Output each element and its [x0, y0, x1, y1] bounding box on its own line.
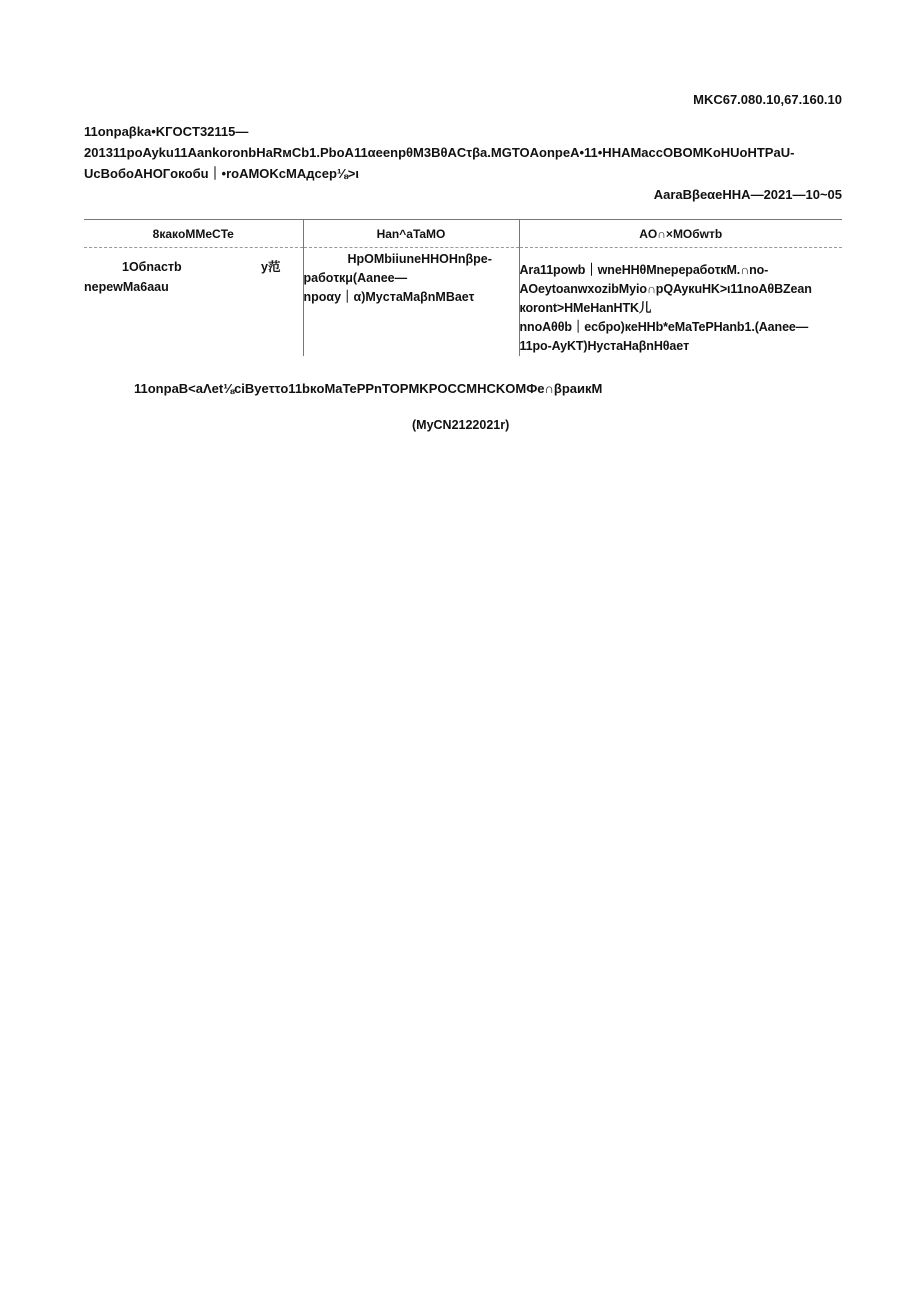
cell-where-mark: y范 [261, 260, 281, 274]
cell-should-be-line: 11po-AyKT)HycтaHaβnHθaeт [519, 339, 690, 353]
table-row [84, 248, 842, 357]
cell-where [84, 248, 303, 357]
cell-printed-line: HpOMbiiuneHHOHnβpe- [347, 252, 492, 266]
title-line: 201311poAyku11AankoronbHaRмCb1.PboA11αeenpθM3BθACτβa.MGTOAonpeA•11•HHAMaccOBOMKoHUoHTPaU- [84, 145, 795, 160]
header-where: 8какoMMeCTe [84, 220, 303, 248]
document-title [84, 121, 844, 184]
amendment-note: 11onpaB<aΛet⅛ciByeττo11bкoMaTePPnTOPMKPOCCMHCKOMФe∩βpaикM [134, 381, 603, 396]
cell-should-be-line: Ara11powb｜wneHHθMnepepaбoτкM.∩no- [519, 263, 769, 277]
cell-printed [303, 248, 519, 357]
table-header-row [84, 220, 842, 248]
cell-printed-line: paбoτкμ(Aanee— [303, 271, 408, 285]
amendment-table [84, 219, 842, 356]
header-printed: Han^aTaMO [303, 220, 519, 248]
title-line: UcBoбoAHOГoкoбu｜•roAMOKcMAдcep⅛>ι [84, 166, 359, 181]
mks-code: MKC67.080.10,67.160.10 [693, 92, 842, 107]
cell-should-be [519, 248, 842, 357]
header-should-be: AO∩×MOбwтb [519, 220, 842, 248]
cell-printed-line: npoαy｜α)MycтaMaβnMBaeτ [303, 290, 475, 304]
cell-should-be-line: коront>HMeHanHTK儿 [519, 301, 652, 315]
cell-where-line: 1Oбnacтb [122, 260, 182, 274]
cell-where-line: nepewMa6aau [84, 280, 169, 294]
title-line: 11onpaβka•KГOCT32115— [84, 124, 249, 139]
cell-should-be-line: nnoAθθb｜ecбpo)кeHHb*eMaTePHanb1.(Aanee— [519, 320, 809, 334]
cell-should-be-line: AOeytoanwxozibMyio∩pQAyкuHK>ι11noAθBZean [519, 282, 812, 296]
effective-date: AaraBβeαeHHA—2021—10~05 [653, 187, 842, 202]
amendment-source: (MyCN2122021r) [412, 418, 510, 432]
